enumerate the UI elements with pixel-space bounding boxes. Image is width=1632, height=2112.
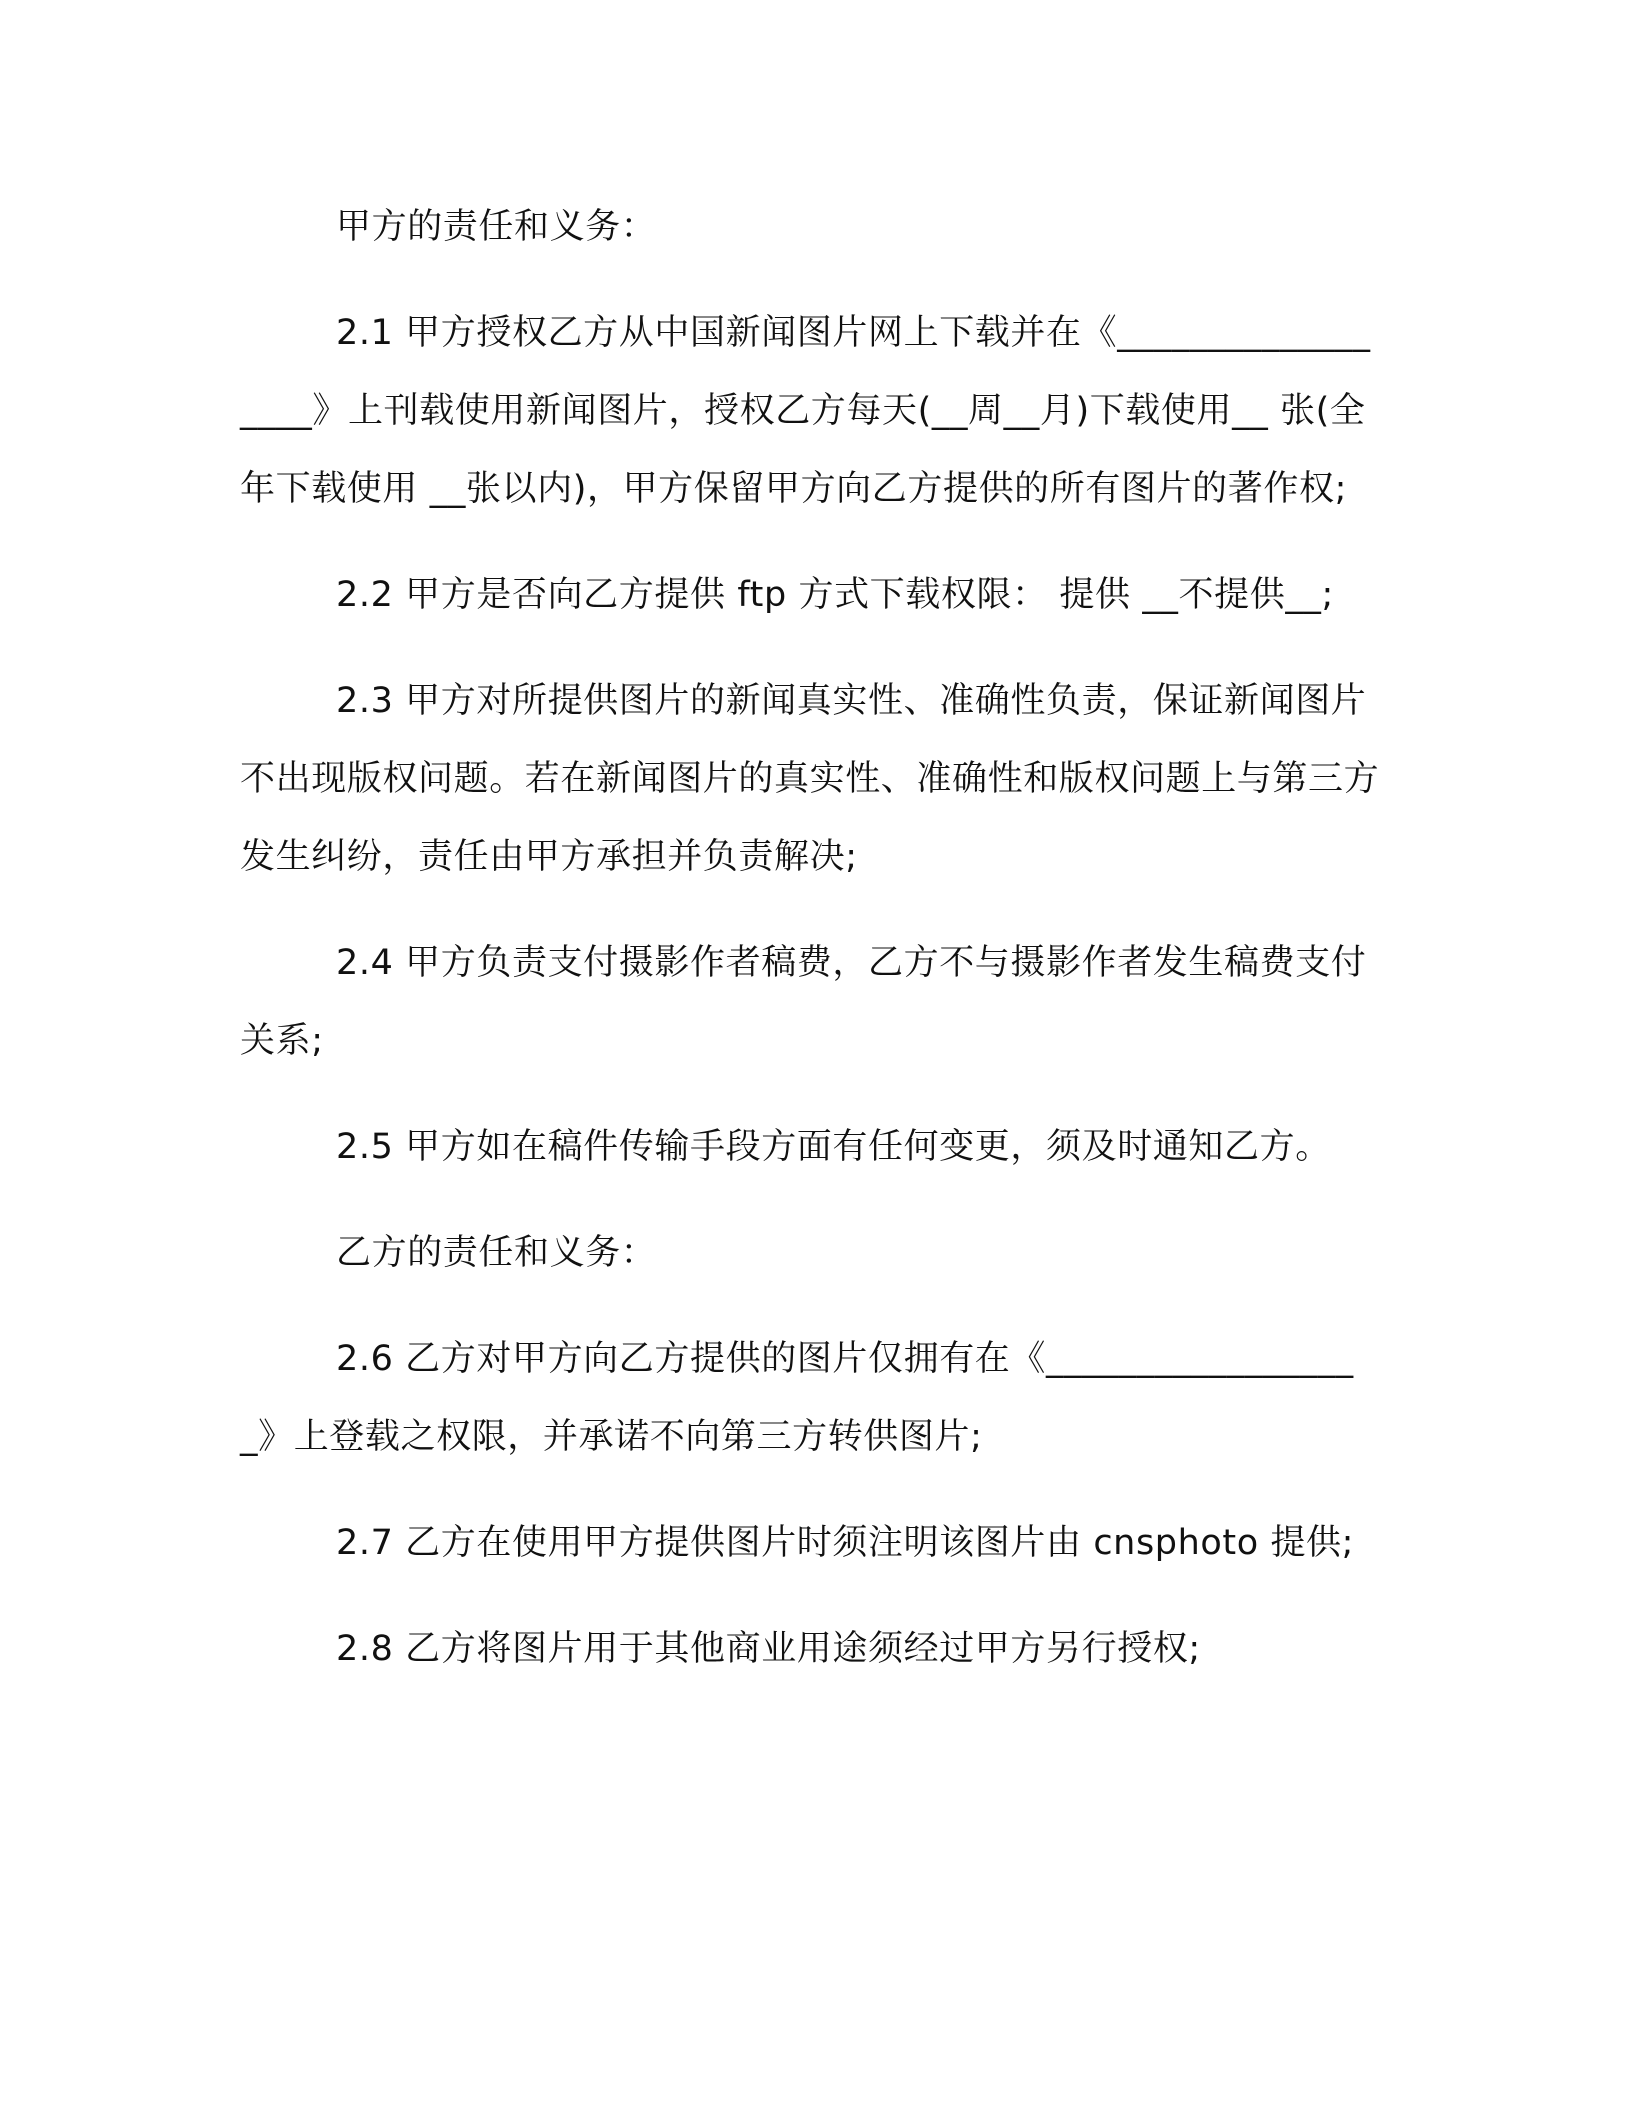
clause-2-2: 2.2 甲方是否向乙方提供 ftp 方式下载权限： 提供 __不提供__; — [336, 575, 1334, 615]
section-heading-party-a: 甲方的责任和义务： — [336, 207, 657, 247]
clause-2-6: 2.6 乙方对甲方向乙方提供的图片仅拥有在《__________________》上登载之权限，并承诺不向第三方转供图片; — [240, 1339, 1354, 1457]
clause-2-4: 2.4 甲方负责支付摄影作者稿费，乙方不与摄影作者发生稿费支付关系; — [240, 943, 1367, 1061]
clause-2-8: 2.8 乙方将图片用于其他商业用途须经过甲方另行授权; — [336, 1629, 1201, 1669]
section-heading-party-b: 乙方的责任和义务： — [336, 1233, 657, 1273]
clause-2-5: 2.5 甲方如在稿件传输手段方面有任何变更，须及时通知乙方。 — [336, 1127, 1331, 1167]
clause-2-7: 2.7 乙方在使用甲方提供图片时须注明该图片由 cnsphoto 提供; — [336, 1523, 1355, 1563]
clause-2-1: 2.1 甲方授权乙方从中国新闻图片网上下载并在《__________________》上刊载使用新闻图片，授权乙方每天(__周__月)下载使用__ 张(全年下载使用 __张以内)，甲方保留甲方向乙方提供的所有图片的著作权; — [240, 313, 1371, 509]
document-body — [240, 188, 1380, 1688]
clause-2-3: 2.3 甲方对所提供图片的新闻真实性、准确性负责，保证新闻图片不出现版权问题。若在新闻图片的真实性、准确性和版权问题上与第三方发生纠纷，责任由甲方承担并负责解决; — [240, 681, 1380, 877]
